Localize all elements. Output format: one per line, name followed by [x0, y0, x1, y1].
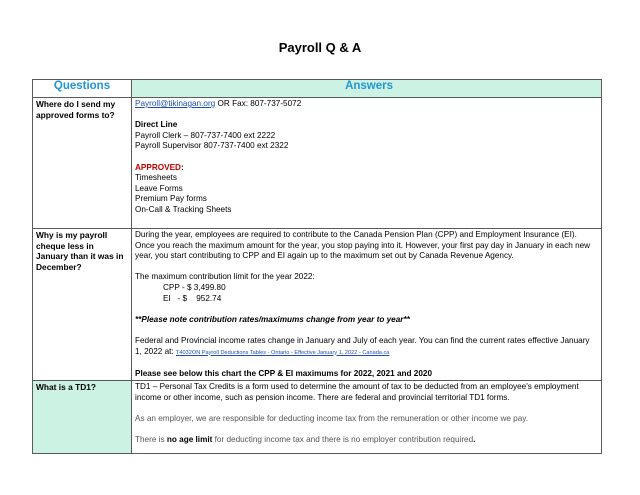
question-cell: Why is my payroll cheque less in January than it was in December? — [33, 229, 132, 381]
tables-link[interactable]: T4032ON Payroll Deductions Tables - Ontario - Effective January 1, 2022 - Canada.ca — [175, 349, 390, 356]
ei-max-value: EI - $ 952.74 — [163, 293, 222, 303]
header-row — [33, 80, 602, 98]
income-rates-text — [135, 336, 598, 358]
page-title: Payroll Q & A — [278, 40, 362, 55]
contact-line — [135, 99, 598, 110]
table-row — [33, 229, 602, 381]
answers-header-label: Answers — [345, 80, 393, 92]
td1-definition: TD1 – Personal Tax Credits is a form used to determine the amount of tax to be deducted from an employee's employment income or other income, such as pension income. There are federal and provincial territorial TD1 forms. — [135, 382, 579, 402]
rates-note: **Please note contribution rates/maximums change from year to year** — [135, 314, 410, 324]
qa-table — [32, 79, 602, 454]
form-item: Premium Pay forms — [135, 194, 207, 204]
answer-cell — [132, 229, 602, 381]
age-limit-bold: no age limit — [166, 435, 213, 445]
direct-line-heading: Direct Line — [135, 120, 178, 130]
approved-colon: : — [180, 162, 184, 172]
answer-cell — [132, 98, 602, 229]
approved-label: APPROVED — [135, 162, 181, 172]
employer-responsibility: As an employer, we are responsible for deducting income tax from the remuneration or other income we pay. — [135, 414, 529, 424]
age-limit-text — [135, 435, 598, 446]
age-limit-pre: There is — [135, 435, 165, 445]
cpp-max-value: CPP - $ 3,499.80 — [163, 282, 226, 292]
email-link[interactable]: Payroll@tikinagan.org — [135, 99, 216, 108]
income-rates-paragraph: Federal and Provincial income rates change in January and July of each year. You can find the current rates effective January 1, 2022 at: — [135, 335, 590, 356]
approved-heading — [135, 163, 598, 174]
answers-header — [132, 80, 602, 98]
form-item: Timesheets — [135, 173, 178, 183]
cpp-ei-explanation: During the year, employees are required to contribute to the Canada Pension Plan (CPP) and Employment Insurance (EI). Once you reach the maximum amount for the year, you stop paying into it. However, your first pay day in January in each new year, you start contributing to CPP and EI again up to the maximum set out by Canada Revenue Agency. — [135, 230, 591, 261]
max-limit-text: The maximum contribution limit for the year 2022: — [135, 272, 315, 282]
age-limit-post: for deducting income tax and there is no employer contribution required — [214, 435, 474, 445]
table-row — [33, 381, 602, 454]
question-cell: What is a TD1? — [33, 381, 132, 454]
question-cell: Where do I send my approved forms to? — [33, 98, 132, 229]
questions-header: Questions — [33, 80, 132, 98]
form-item: On-Call & Tracking Sheets — [135, 204, 232, 214]
payroll-clerk-line: Payroll Clerk – 807-737-7400 ext 2222 — [135, 130, 276, 140]
payroll-supervisor-line: Payroll Supervisor 807-737-7400 ext 2322 — [135, 141, 289, 151]
form-item: Leave Forms — [135, 183, 183, 193]
chart-note: Please see below this chart the CPP & EI maximums for 2022, 2021 and 2020 — [135, 368, 433, 378]
age-limit-period: . — [473, 435, 476, 445]
fax-text: OR Fax: 807-737-5072 — [217, 99, 302, 108]
table-row — [33, 98, 602, 229]
answer-cell — [132, 381, 602, 454]
